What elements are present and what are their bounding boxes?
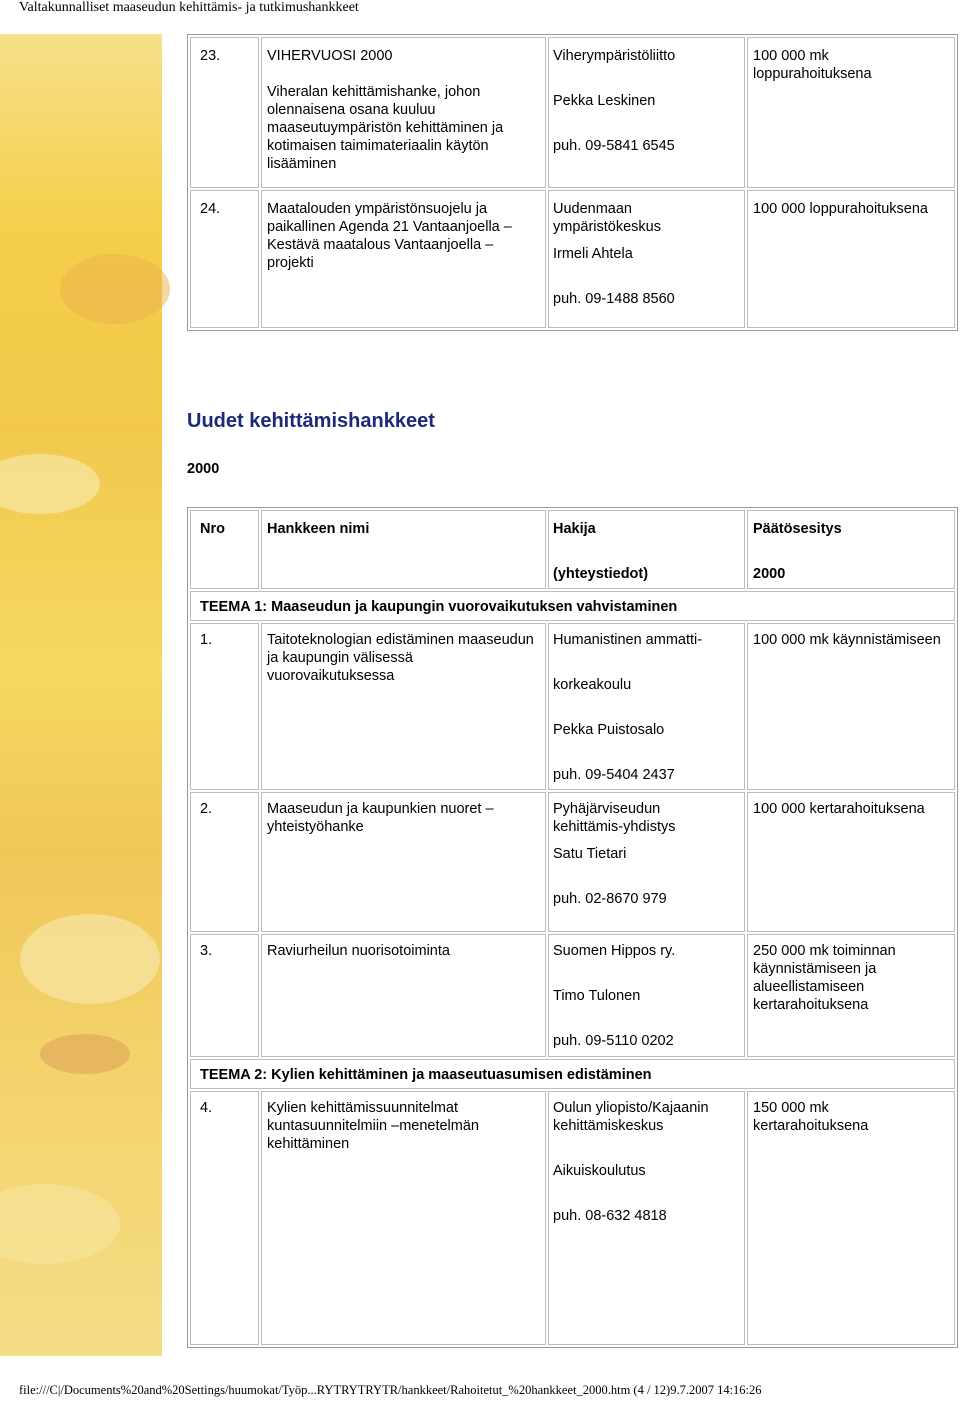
applicant-org: Uudenmaan ympäristökeskus: [553, 201, 661, 235]
header-decision-sub: 2000: [753, 566, 786, 582]
header-decision: Päätösesitys: [753, 521, 842, 537]
applicant-unit: Aikuiskoulutus: [553, 1163, 646, 1179]
applicant-phone: puh. 09-5841 6545: [553, 138, 675, 154]
section-heading: Uudet kehittämishankkeet: [187, 410, 435, 432]
applicant-phone: puh. 09-1488 8560: [553, 291, 675, 307]
applicant-contact: Satu Tietari: [553, 846, 627, 862]
applicant-org: Suomen Hippos ry.: [553, 943, 676, 959]
row-number: 4.: [200, 1100, 213, 1116]
project-description: Viheralan kehittämishanke, johon olennaisena osana kuuluu maaseutuympäristön kehittäminen ja kotimaisen taimimateriaalin käytön lisääminen: [267, 84, 504, 172]
row-number: 23.: [200, 48, 221, 64]
decision: 100 000 loppurahoituksena: [753, 201, 928, 217]
window-title: Valtakunnalliset maaseudun kehittämis- ja tutkimushankkeet: [19, 0, 359, 15]
decision: 250 000 mk toiminnan käynnistämiseen ja alueellistamiseen kertarahoituksena: [753, 943, 896, 1013]
project-name: Taitoteknologian edistäminen maaseudun ja kaupungin välisessä vuorovaikutuksessa: [267, 632, 534, 684]
applicant-contact: Pekka Puistosalo: [553, 722, 665, 738]
decision: 100 000 mk loppurahoituksena: [753, 48, 872, 82]
theme-heading: TEEMA 1: Maaseudun ja kaupungin vuorovaikutuksen vahvistaminen: [200, 599, 678, 615]
applicant-phone: puh. 09-5404 2437: [553, 767, 675, 783]
row-number: 3.: [200, 943, 213, 959]
applicant-contact: Pekka Leskinen: [553, 93, 656, 109]
project-name: Raviurheilun nuorisotoiminta: [267, 943, 450, 959]
section-year: 2000: [187, 461, 220, 477]
new-projects-table: [187, 507, 958, 1348]
background-photo-strip: [0, 34, 162, 1356]
header-applicant-sub: (yhteystiedot): [553, 566, 649, 582]
applicant-org: Oulun yliopisto/Kajaanin kehittämiskeskus: [553, 1100, 709, 1134]
applicant-org: Viherympäristöliitto: [553, 48, 676, 64]
decision: 100 000 kertarahoituksena: [753, 801, 925, 817]
theme-heading: TEEMA 2: Kylien kehittäminen ja maaseutuasumisen edistäminen: [200, 1067, 652, 1083]
header-no: Nro: [200, 521, 225, 537]
header-applicant: Hakija: [553, 521, 596, 537]
applicant-contact: Irmeli Ahtela: [553, 246, 633, 262]
decision: 100 000 mk käynnistämiseen: [753, 632, 941, 648]
project-name: Maatalouden ympäristönsuojelu ja paikallinen Agenda 21 Vantaanjoella – Kestävä maatalous Vantaanjoella –projekti: [267, 201, 512, 271]
applicant-phone: puh. 08-632 4818: [553, 1208, 667, 1224]
project-name: Maaseudun ja kaupunkien nuoret –yhteistyöhanke: [267, 801, 494, 835]
project-name: VIHERVUOSI 2000: [267, 48, 393, 64]
header-name: Hankkeen nimi: [267, 521, 370, 537]
applicant-contact: Timo Tulonen: [553, 988, 641, 1004]
applicant-org: Humanistinen ammatti-: [553, 632, 703, 648]
row-number: 24.: [200, 201, 221, 217]
project-name: Kylien kehittämissuunnitelmat kuntasuunnitelmiin –menetelmän kehittäminen: [267, 1100, 479, 1152]
decision: 150 000 mk kertarahoituksena: [753, 1100, 869, 1134]
applicant-org: Pyhäjärviseudun kehittämis-yhdistys: [553, 801, 676, 835]
row-number: 1.: [200, 632, 213, 648]
applicant-phone: puh. 09-5110 0202: [553, 1033, 674, 1049]
footer-file-path: file:///C|/Documents%20and%20Settings/huumokat/Työp...RYTRYTRYTR/hankkeet/Rahoitetut_%20hankkeet_2000.htm (4 / 12)9.7.2007 14:16:26: [19, 1383, 762, 1397]
row-number: 2.: [200, 801, 213, 817]
applicant-org-cont: korkeakoulu: [553, 677, 632, 693]
applicant-phone: puh. 02-8670 979: [553, 891, 667, 907]
funded-projects-table: [187, 34, 958, 331]
